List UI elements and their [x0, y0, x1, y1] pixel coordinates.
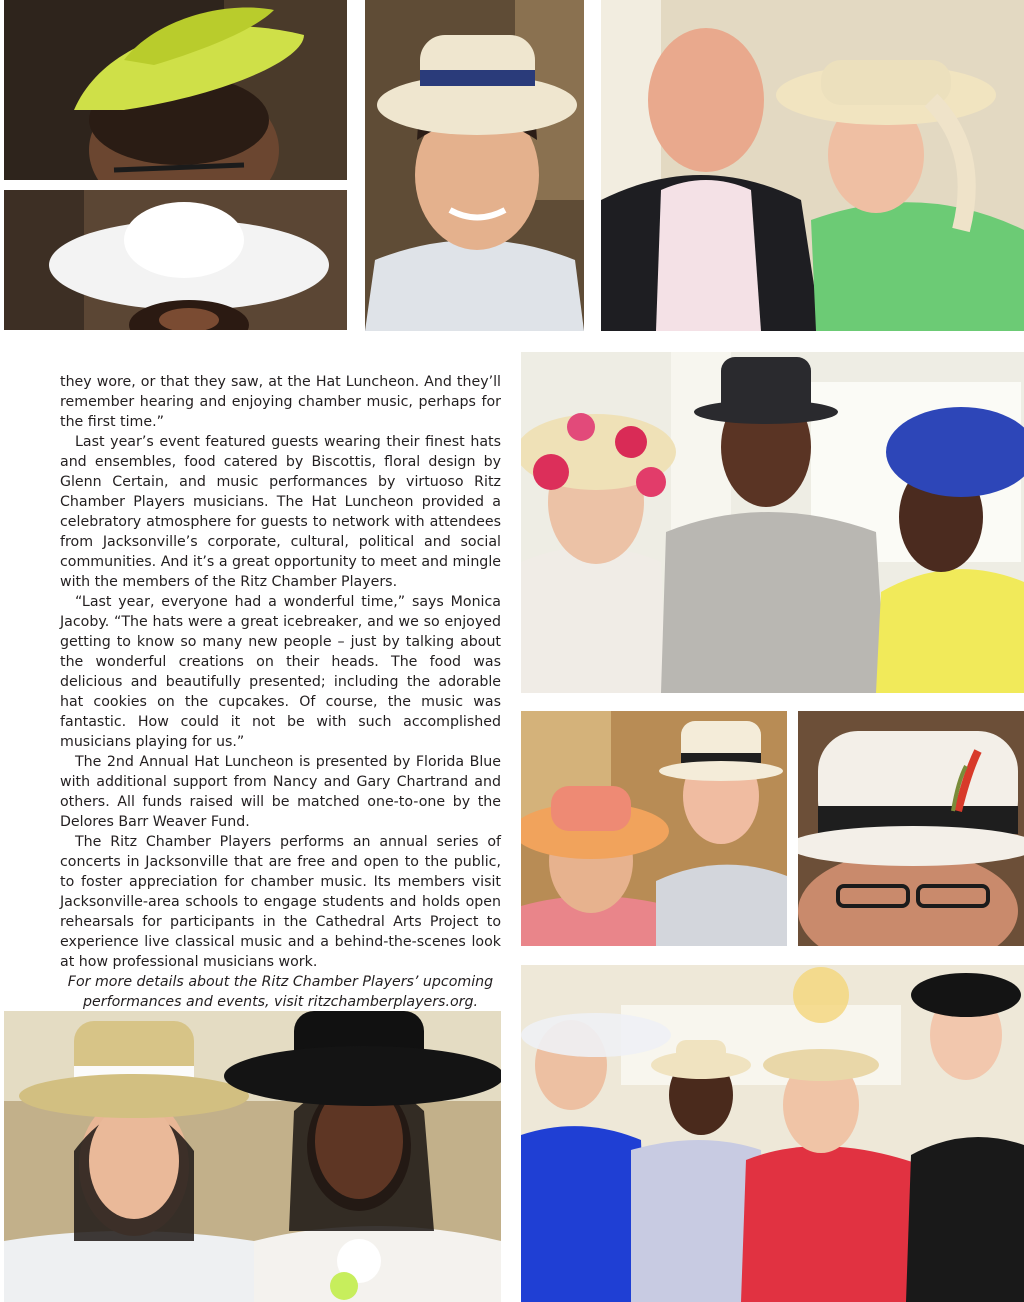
photo-boy-straw-hat-illustration: [365, 0, 584, 331]
article-paragraph: The 2nd Annual Hat Luncheon is presented by Florida Blue with additional support from Nancy and Gary Chartrand and others. All funds raised will be matched one-to-one by the Delores Barr Weaver Fund.: [60, 754, 501, 830]
photo-smiling-couple: [601, 0, 1024, 331]
photo-two-women-hats: [4, 1011, 501, 1302]
photo-yellow-fascinator-illustration: [4, 0, 347, 180]
photo-striped-hat-couple: [521, 711, 787, 946]
photo-white-hat: [4, 190, 347, 330]
article-paragraph: The Ritz Chamber Players performs an annual series of concerts in Jacksonville that are free and open to the public, to foster appreciation for chamber music. Its members visit Jacksonville-area schools to engage students and holds open rehearsals for participants in the Cathedral Arts Project to experience live classical music and a behind-the-scenes look at how professional musicians work.: [60, 834, 501, 970]
photo-two-women-hats-illustration: [4, 1011, 501, 1302]
photo-white-hat-illustration: [4, 190, 347, 330]
article-paragraph: they wore, or that they saw, at the Hat Luncheon. And they’ll remember hearing and enjoying chamber music, perhaps for the first time.”: [60, 374, 501, 430]
article-paragraph: Last year’s event featured guests wearing their finest hats and ensembles, food catered by Biscottis, floral design by Glenn Certain, and music performances by virtuoso Ritz Chamber Players musicians. The Hat Luncheon provided a celebratory atmosphere for guests to network with attendees from Jacksonville’s corporate, cultural, political and social communities. And it’s a great opportunity to meet and mingle with the members of the Ritz Chamber Players.: [60, 434, 501, 590]
photo-group-four: [521, 965, 1024, 1302]
photo-trio-hats: [521, 352, 1024, 693]
photo-group-four-illustration: [521, 965, 1024, 1302]
article-body: [60, 372, 501, 1012]
photo-boy-straw-hat: [365, 0, 584, 331]
photo-smiling-couple-illustration: [601, 0, 1024, 331]
photo-panama-feather-illustration: [798, 711, 1024, 946]
article-closing-note: For more details about the Ritz Chamber Players’ upcoming performances and events, visit ritzchamberplayers.org.: [67, 974, 494, 1010]
photo-striped-hat-couple-illustration: [521, 711, 787, 946]
photo-trio-hats-illustration: [521, 352, 1024, 693]
photo-panama-feather: [798, 711, 1024, 946]
photo-yellow-fascinator: [4, 0, 347, 180]
article-paragraph: “Last year, everyone had a wonderful time,” says Monica Jacoby. “The hats were a great icebreaker, and we so enjoyed getting to know so many new people – just by talking about the wonderful creations on their heads. The food was delicious and beautifully presented; including the adorable hat cookies on the cupcakes. Of course, the music was fantastic. How could it not be with such accomplished musicians playing for us.”: [60, 594, 501, 750]
